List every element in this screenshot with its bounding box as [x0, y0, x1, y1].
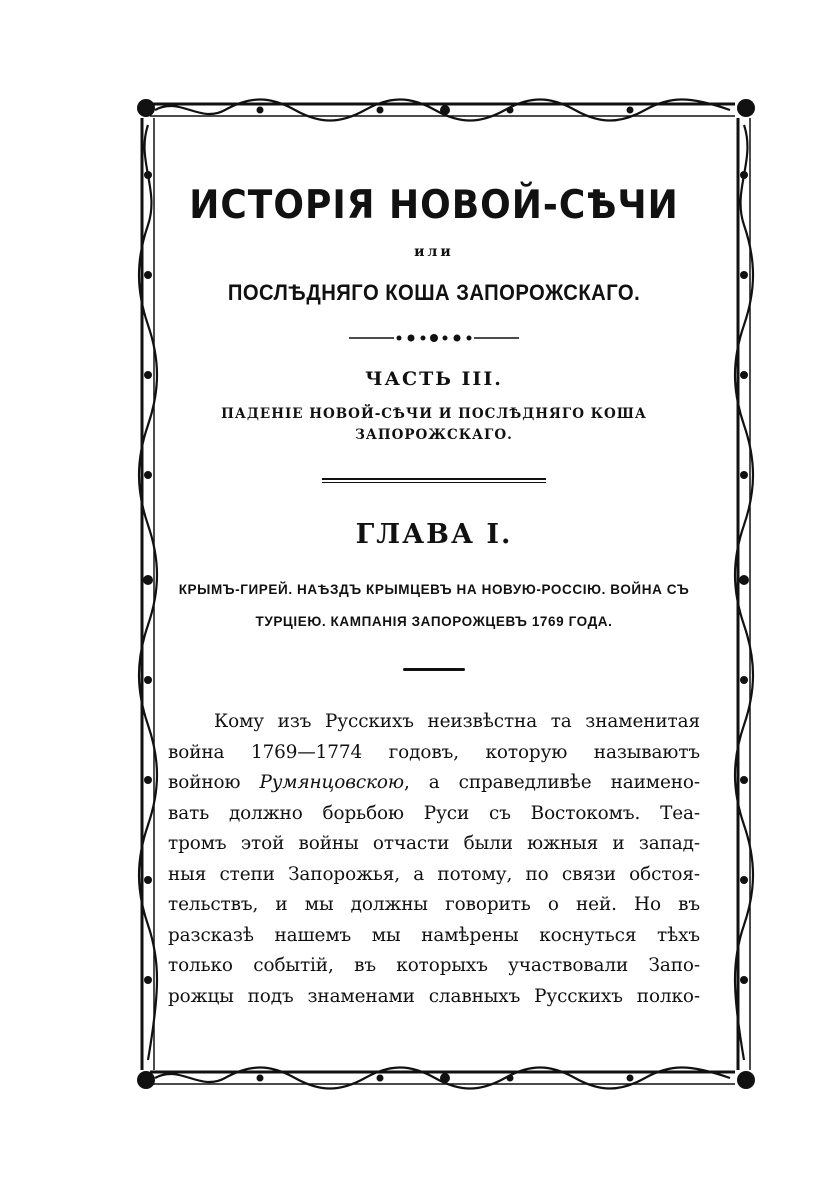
body-text-segment: войною: [168, 772, 241, 793]
body-line: война 1769—1774 годовъ, которую называютъ: [168, 741, 700, 763]
chapter-summary-line: КРЫМЪ-ГИРЕЙ. НАѢЗДЪ КРЫМЦЕВЪ НА НОВУЮ-РОССІЮ. ВОЙНА СЪ: [178, 582, 690, 597]
chapter-rule: [403, 668, 465, 671]
chapter-summary-line: ТУРЦІЕЮ. КАМПАНІЯ ЗАПОРОЖЦЕВЪ 1769 ГОДА.: [255, 614, 613, 629]
part-subtitle-line: ЗАПОРОЖСКАГО.: [355, 427, 513, 443]
part-subtitle-line: ПАДЕНІЕ НОВОЙ-СѢЧИ И ПОСЛѢДНЯГО КОША: [221, 406, 647, 422]
page-content: [168, 150, 700, 1012]
body-text-segment: , а справедливѣе наимено-: [404, 772, 700, 793]
book-subtitle: ПОСЛѢДНЯГО КОША ЗАПОРОЖСКАГО.: [227, 280, 641, 305]
body-line: рожцы подъ знаменами славныхъ Русскихъ полко-: [168, 985, 700, 1007]
body-line: только событій, въ которыхъ участвовали Запо-: [168, 955, 700, 976]
body-line: вать должно борьбою Руси съ Востокомъ. Теа-: [168, 802, 700, 824]
chapter-title: ГЛАВА I.: [355, 519, 513, 550]
chapter-summary: [168, 574, 700, 638]
body-line: Кому изъ Русскихъ неизвѣстна та знаменитая: [214, 711, 700, 732]
body-line: разсказѣ нашемъ мы намѣрены коснуться тѣхъ: [168, 924, 700, 946]
body-line: тельствъ, и мы должны говорить о ней. Но въ: [168, 894, 700, 915]
body-line: тромъ этой войны отчасти были южныя и запад-: [168, 833, 700, 854]
title-ornament: [349, 332, 519, 344]
italic-term: Румянцовскою: [259, 772, 404, 793]
body-line: ныя степи Запорожья, а потому, по связи обстоя-: [168, 863, 700, 885]
body-paragraph: [168, 707, 700, 1012]
part-title: ЧАСТЬ III.: [365, 368, 503, 390]
title-conjunction: или: [414, 244, 454, 260]
book-title: ИСТОРІЯ НОВОЙ-СѢЧИ: [189, 182, 679, 229]
section-rule: [322, 478, 546, 483]
part-subtitle: [168, 404, 700, 446]
body-line: [168, 768, 700, 799]
